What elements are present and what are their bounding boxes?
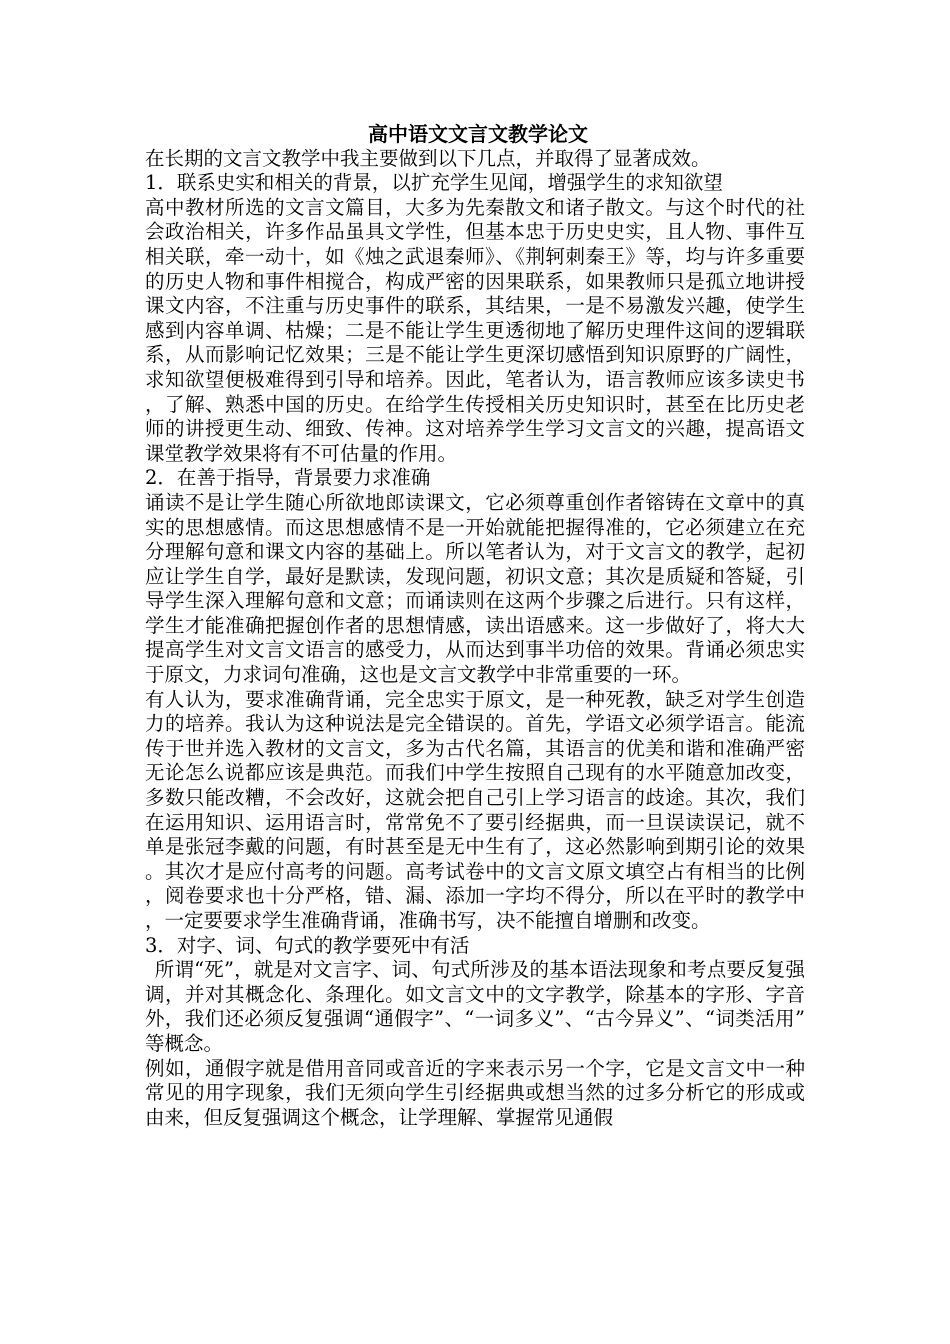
paragraph-recitation: 诵读不是让学生随心所欲地郎读课文，它必须尊重创作者镕铸在文章中的真实的思想感情。而这思想感情不是一开始就能把握得准的，它必须建立在充分理解句意和课文内容的基础上。所以笔者认为，对于文言文的教学，起初应让学生自学，最好是默读，发现问题，初识文意；其次是质疑和答疑，引导学生深入理解句意和文意；而诵读则在这两个步骤之后进行。只有这样，学生才能准确把握创作者的思想情感，读出语感来。这一步做好了，将大大提高学生对文言文语言的感受力，从而达到事半功倍的效果。背诵必须忠实于原文，力求词句准确，这也是文言文教学中非常重要的一环。: [145, 490, 805, 687]
section-heading-1: 1．联系史实和相关的背景，以扩充学生见闻，增强学生的求知欲望: [145, 171, 723, 195]
document-title: 高中语文文言文教学论文: [368, 122, 588, 146]
paragraph-grammar-concepts: 所谓“死”，就是对文言字、词、句式所涉及的基本语法现象和考点要反复强调，并对其概念化、条理化。如文言文中的文字教学，除基本的字形、字音外，我们还必须反复强调“通假字”、“一词多义”、“古今异义”、“词类活用”等概念。: [145, 958, 805, 1055]
section-heading-3: 3．对字、词、句式的教学要死中有活: [145, 933, 470, 957]
paragraph-memorization: 有人认为，要求准确背诵，完全忠实于原文，是一种死教，缺乏对学生创造力的培养。我认为这种说法是完全错误的。首先，学语文必须学语言。能流传于世并选入教材的文言文，多为古代名篇，其语言的优美和谐和准确严密无论怎么说都应该是典范。而我们中学生按照自己现有的水平随意加改变，多数只能改糟，不会改好，这就会把自己引上学习语言的歧途。其次，我们在运用知识、运用语言时，常常免不了要引经据典，而一旦误读误记，就不单是张冠李戴的问题，有时甚至是无中生有了，这必然影响到期引论的效果。其次才是应付高考的问题。高考试卷中的文言文原文填空占有相当的比例，阅卷要求也十分严格，错、漏、添加一字均不得分，所以在平时的教学中，一定要要求学生准确背诵，准确书写，决不能擅自增删和改变。: [145, 687, 805, 932]
paragraph-history-context: 高中教材所选的文言文篇目，大多为先秦散文和诸子散文。与这个时代的社会政治相关，许多作品虽具文学性，但基本忠于历史史实，且人物、事件互相关联，牵一动十，如《烛之武退秦师》、《荆轲刺秦王》等，均与许多重要的历史人物和事件相搅合，构成严密的因果联系，如果教师只是孤立地讲授课文内容，不注重与历史事件的联系，其结果，一是不易激发兴趣，使学生感到内容单调、枯燥；二是不能让学生更透彻地了解历史理件这间的逻辑联系，从而影响记忆效果；三是不能让学生更深切感悟到知识原野的广阔性，求知欲望便极难得到引导和培养。因此，笔者认为，语言教师应该多读史书，了解、熟悉中国的历史。在给学生传授相关历史知识时，甚至在比历史老师的讲授更生动、细致、传神。这对培养学生学习文言文的兴趣，提高语文课堂教学效果将有不可估量的作用。: [145, 195, 805, 465]
paragraph-intro: 在长期的文言文教学中我主要做到以下几点，并取得了显著成效。: [145, 146, 711, 170]
document-body: [145, 122, 805, 1130]
section-heading-2: 2．在善于指导，背景要力求准确: [145, 466, 431, 490]
paragraph-example-tongjia: 例如，通假字就是借用音同或音近的字来表示另一个字，它是文言文中一种常见的用字现象，我们无须向学生引经据典或想当然的过多分析它的形成或由来，但反复强调这个概念，让学理解、掌握常见通假: [145, 1056, 805, 1129]
